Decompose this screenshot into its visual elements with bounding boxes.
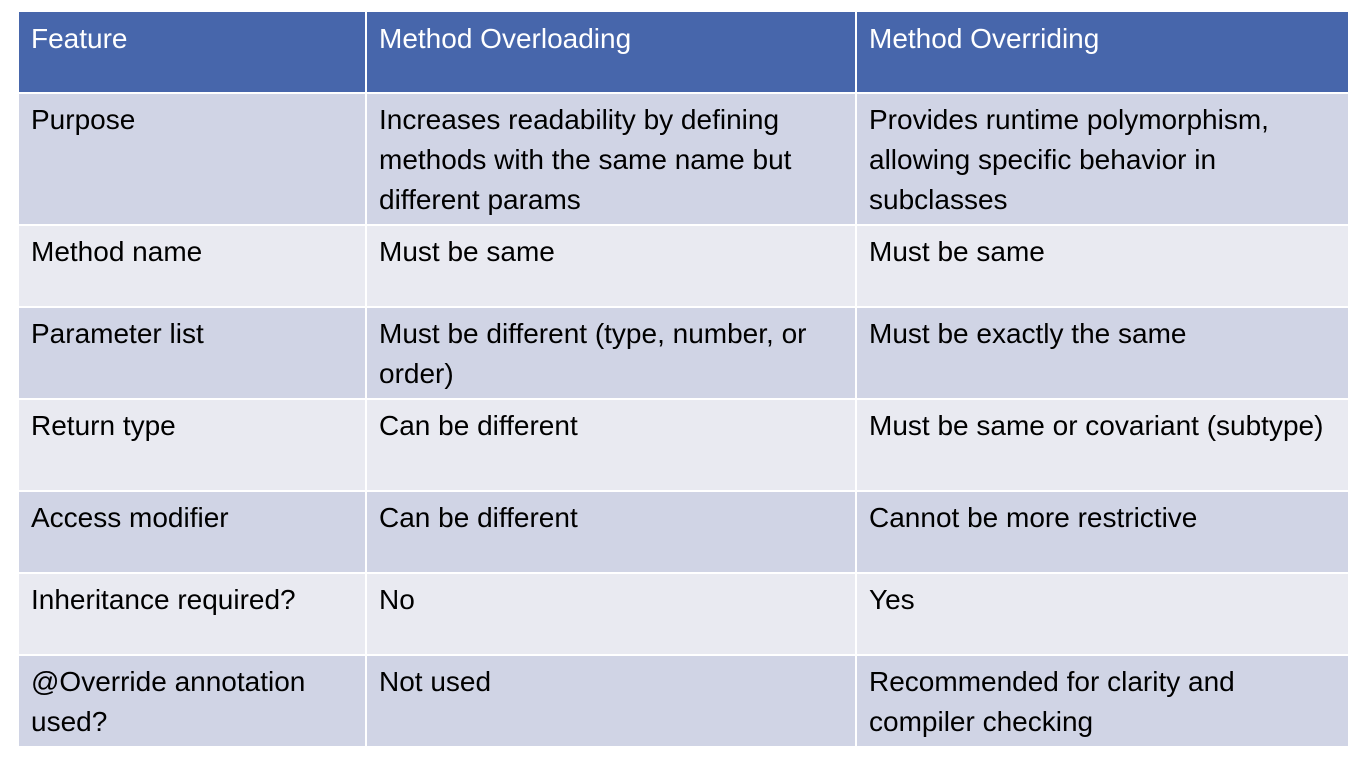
table-body [18,93,1349,747]
feature-cell: Method name [18,225,366,307]
feature-cell: @Override annotation used? [18,655,366,747]
overloading-cell: Must be different (type, number, or order) [366,307,856,399]
overloading-cell: Must be same [366,225,856,307]
overloading-cell: Can be different [366,399,856,491]
feature-cell: Inheritance required? [18,573,366,655]
table-row [18,399,1349,491]
table-row [18,93,1349,225]
header-row [18,11,1349,93]
feature-cell: Parameter list [18,307,366,399]
overriding-cell: Yes [856,573,1349,655]
overloading-cell: Not used [366,655,856,747]
overloading-cell: Can be different [366,491,856,573]
feature-cell: Return type [18,399,366,491]
overloading-cell: No [366,573,856,655]
overriding-cell: Recommended for clarity and compiler checking [856,655,1349,747]
overriding-cell: Cannot be more restrictive [856,491,1349,573]
header-method-overloading: Method Overloading [366,11,856,93]
table-row [18,491,1349,573]
feature-cell: Purpose [18,93,366,225]
overriding-cell: Must be same or covariant (subtype) [856,399,1349,491]
overriding-cell: Provides runtime polymorphism, allowing specific behavior in subclasses [856,93,1349,225]
header-feature: Feature [18,11,366,93]
table-header [18,11,1349,93]
table-row [18,655,1349,747]
table-row [18,225,1349,307]
comparison-table [17,10,1350,748]
comparison-table-container [17,10,1348,748]
feature-cell: Access modifier [18,491,366,573]
table-row [18,307,1349,399]
overloading-cell: Increases readability by defining methods with the same name but different params [366,93,856,225]
overriding-cell: Must be exactly the same [856,307,1349,399]
table-row [18,573,1349,655]
overriding-cell: Must be same [856,225,1349,307]
header-method-overriding: Method Overriding [856,11,1349,93]
